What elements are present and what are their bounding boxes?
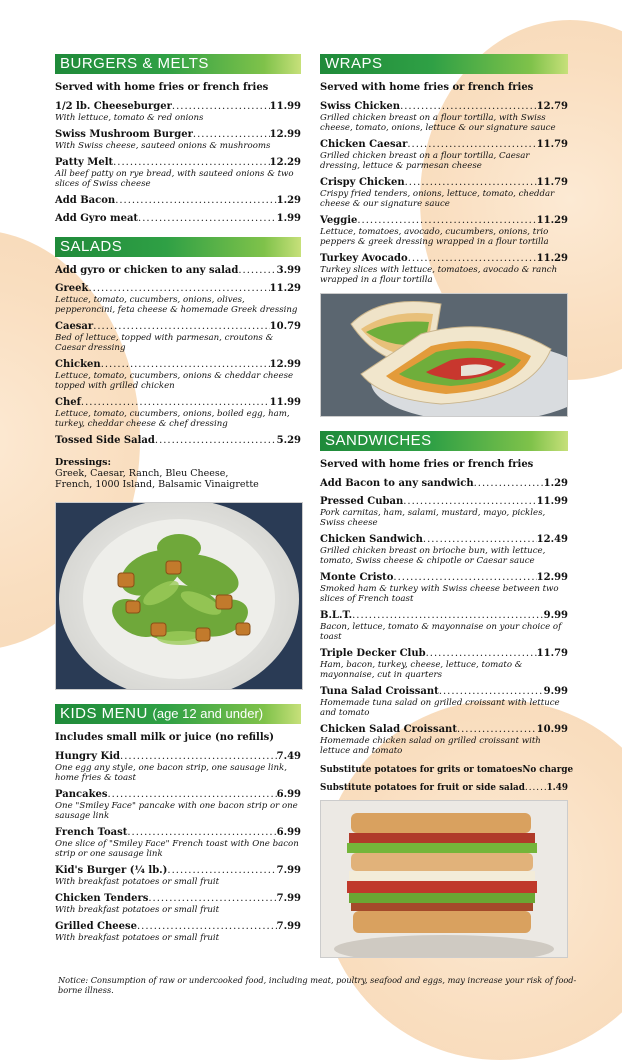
- menu-item: [55, 435, 301, 447]
- menu-item: [320, 648, 568, 680]
- menu-item-name: Chicken: [55, 359, 101, 370]
- menu-item: [320, 724, 568, 756]
- menu-item-row: [55, 359, 301, 371]
- dot-leader: [474, 478, 544, 490]
- salads-list: [55, 265, 301, 447]
- menu-item-name: Swiss Chicken: [320, 101, 401, 112]
- menu-item-description: With lettuce, tomato & red onions: [55, 113, 204, 123]
- menu-item-name: Caesar: [55, 321, 94, 332]
- kids-menu-header: [55, 704, 301, 724]
- menu-item-price: 12.79: [536, 101, 568, 112]
- menu-item-row: [55, 321, 301, 333]
- dot-leader: [93, 321, 269, 333]
- menu-item-price: 12.99: [536, 572, 568, 583]
- menu-item-row: [320, 572, 568, 584]
- menu-item: [55, 893, 301, 915]
- sandwiches-header: SANDWICHES: [320, 431, 568, 451]
- dot-leader: [193, 129, 270, 141]
- menu-item-row: [320, 610, 568, 622]
- menu-item: [55, 921, 301, 943]
- menu-item-row: [320, 496, 568, 508]
- menu-item-row: [55, 101, 301, 113]
- menu-item-name: Chicken Caesar: [320, 139, 408, 150]
- dot-leader: [357, 215, 536, 227]
- menu-item-row: [55, 789, 301, 801]
- menu-item-name: Chicken Salad Croissant: [320, 724, 457, 735]
- menu-item: [55, 397, 301, 429]
- burgers-note: Served with home fries or french fries: [55, 82, 269, 93]
- dot-leader: [137, 921, 277, 933]
- menu-item-price: 11.79: [536, 648, 568, 659]
- menu-item-price: 12.99: [269, 359, 301, 370]
- menu-item-price: 1.29: [543, 478, 568, 489]
- menu-item: [55, 321, 301, 353]
- dot-leader: [426, 648, 537, 660]
- menu-item-name: Add Bacon to any sandwich: [320, 478, 474, 489]
- menu-item-name: Tossed Side Salad: [55, 435, 155, 446]
- menu-item-row: [55, 129, 301, 141]
- menu-item-row: [320, 478, 568, 490]
- menu-item: [55, 359, 301, 391]
- food-safety-notice: Notice: Consumption of raw or undercooked food, including meat, poultry, seafood and eggs, may increase your risk of food-borne illness.: [58, 975, 577, 995]
- burgers-header: BURGERS & MELTS: [55, 54, 301, 74]
- substitute-fruit-row: Substitute potatoes for fruit or side salad ..... 1.49: [320, 782, 568, 794]
- menu-item: [320, 478, 568, 490]
- menu-item-description: Bed of lettuce, topped with parmesan, croutons & Caesar dressing: [55, 333, 274, 353]
- menu-item: [55, 213, 301, 225]
- dressings-line-1: Greek, Caesar, Ranch, Bleu Cheese,: [55, 468, 229, 479]
- menu-item-description: One "Smiley Face" pancake with one bacon strip or one sausage link: [55, 801, 298, 821]
- dot-leader: [167, 865, 276, 877]
- menu-item-description: Crispy fried tenders, onions, lettuce, tomato, cheddar cheese & our signature sauce: [320, 189, 555, 209]
- menu-item-name: Add Bacon: [55, 195, 116, 206]
- dot-leader: [439, 686, 544, 698]
- dot-leader: [457, 724, 537, 736]
- menu-item: [320, 215, 568, 247]
- menu-item-price: 11.79: [536, 177, 568, 188]
- salads-header: SALADS: [55, 237, 301, 257]
- dot-leader: [405, 177, 537, 189]
- menu-item-name: Tuna Salad Croissant: [320, 686, 439, 697]
- menu-item: [320, 496, 568, 528]
- menu-item-name: Add Gyro meat: [55, 213, 139, 224]
- dot-leader: [148, 893, 276, 905]
- menu-item-price: 11.29: [536, 253, 568, 264]
- menu-item-price: 7.99: [276, 865, 301, 876]
- menu-item-description: With breakfast potatoes or small fruit: [55, 905, 220, 915]
- dot-leader: [88, 283, 269, 295]
- menu-item-description: Grilled chicken breast on brioche bun, with lettuce, tomato, Swiss cheese & chipotle or Caesar sauce: [320, 546, 546, 566]
- menu-item: [55, 129, 301, 151]
- menu-item-name: Pancakes: [55, 789, 108, 800]
- menu-item: [55, 751, 301, 783]
- menu-item: [55, 865, 301, 887]
- menu-item-price: 3.99: [276, 265, 301, 276]
- sandwiches-note: Served with home fries or french fries: [320, 459, 534, 470]
- menu-item-row: [55, 195, 301, 207]
- dot-leader: [238, 265, 276, 277]
- substitute-grits-row: Substitute potatoes for grits or tomatoes No charge: [320, 765, 574, 775]
- menu-item-name: Pressed Cuban: [320, 496, 404, 507]
- menu-item: [55, 283, 301, 315]
- dressings-label: Dressings:: [55, 457, 111, 468]
- menu-item-description: Lettuce, tomato, cucumbers, onions & cheddar cheese topped with grilled chicken: [55, 371, 294, 391]
- menu-item-name: Grilled Cheese: [55, 921, 137, 932]
- menu-item-price: 9.99: [543, 610, 568, 621]
- dressings-line-2: French, 1000 Island, Balsamic Vinaigrette: [55, 479, 259, 490]
- menu-item-name: Chicken Sandwich: [320, 534, 423, 545]
- menu-item-description: All beef patty on rye bread, with sauteed onions & two slices of Swiss cheese: [55, 169, 294, 189]
- dot-leader: [172, 101, 270, 113]
- menu-item-price: 11.29: [269, 283, 301, 294]
- menu-item-row: [320, 139, 568, 151]
- menu-item-row: [55, 827, 301, 839]
- menu-item: [55, 789, 301, 821]
- menu-item-row: [55, 157, 301, 169]
- menu-item-price: 12.29: [269, 157, 301, 168]
- menu-item: [320, 177, 568, 209]
- menu-item-row: [320, 177, 568, 189]
- menu-item-price: 11.29: [536, 215, 568, 226]
- menu-item-row: [55, 751, 301, 763]
- menu-item-row: [55, 397, 301, 409]
- menu-item-row: [320, 648, 568, 660]
- menu-item: [320, 101, 568, 133]
- wraps-list: [320, 101, 568, 285]
- menu-item-description: Grilled chicken breast on a flour tortilla, with Swiss cheese, tomato, onions, lettuce & our signature sauce: [320, 113, 556, 133]
- menu-item-price: 1.99: [276, 213, 301, 224]
- menu-item-description: Lettuce, tomatoes, avocado, cucumbers, onions, trio peppers & greek dressing wrapped in a flour tortilla: [320, 227, 549, 247]
- menu-item-row: [55, 435, 301, 447]
- menu-item: [320, 572, 568, 604]
- menu-item-description: Homemade chicken salad on grilled croissant with lettuce and tomato: [320, 736, 541, 756]
- menu-item-price: 9.99: [543, 686, 568, 697]
- menu-item-description: Homemade tuna salad on grilled croissant with lettuce and tomato: [320, 698, 560, 718]
- menu-item-description: Ham, bacon, turkey, cheese, lettuce, tomato & mayonnaise, cut in quarters: [320, 660, 523, 680]
- dot-leader: [423, 534, 537, 546]
- wraps-header: WRAPS: [320, 54, 568, 74]
- menu-item: [320, 253, 568, 285]
- dot-leader: [127, 827, 276, 839]
- menu-item-name: Kid's Burger (¼ lb.): [55, 865, 168, 876]
- menu-item-description: With breakfast potatoes or small fruit: [55, 933, 220, 943]
- menu-item-name: French Toast: [55, 827, 128, 838]
- menu-item: [320, 534, 568, 566]
- menu-item: [320, 610, 568, 642]
- menu-item-name: Monte Cristo: [320, 572, 394, 583]
- menu-item-name: Hungry Kid: [55, 751, 121, 762]
- menu-item-row: [55, 921, 301, 933]
- right-column: [320, 54, 574, 958]
- wrap-photo: [320, 293, 568, 417]
- menu-item-description: Lettuce, tomato, cucumbers, onions, olives, pepperoncini, feta cheese & homemade Greek dressing: [55, 295, 298, 315]
- menu-item-row: [320, 534, 568, 546]
- menu-item-name: 1/2 lb. Cheeseburger: [55, 101, 172, 112]
- menu-item: [55, 265, 301, 277]
- menu-item-description: Pork carnitas, ham, salami, mustard, mayo, pickles, Swiss cheese: [320, 508, 546, 528]
- kids-menu-subtitle: (age 12 and under): [152, 706, 264, 721]
- dot-leader: [108, 789, 277, 801]
- dot-leader: [352, 610, 544, 622]
- menu-item: [55, 195, 301, 207]
- menu-item-name: Add gyro or chicken to any salad: [55, 265, 239, 276]
- dot-leader: [407, 139, 536, 151]
- dot-leader: [113, 157, 270, 169]
- menu-item-price: 12.49: [536, 534, 568, 545]
- dot-leader: [120, 751, 277, 763]
- menu-item-description: Turkey slices with lettuce, tomatoes, avocado & ranch wrapped in a flour tortilla: [320, 265, 558, 285]
- kids-note: Includes small milk or juice (no refills): [55, 732, 274, 743]
- menu-item-description: With breakfast potatoes or small fruit: [55, 877, 220, 887]
- dot-leader: [138, 213, 277, 225]
- menu-item-price: 5.29: [276, 435, 301, 446]
- menu-item: [55, 827, 301, 859]
- menu-item-price: 10.79: [269, 321, 301, 332]
- menu-item-row: [55, 865, 301, 877]
- menu-item-price: 11.99: [536, 496, 568, 507]
- menu-item-name: B.L.T.: [320, 610, 353, 621]
- menu-item-name: Veggie: [320, 215, 358, 226]
- dot-leader: [155, 435, 277, 447]
- menu-item-row: [55, 265, 301, 277]
- dot-leader: [403, 496, 536, 508]
- menu-item-row: [55, 283, 301, 295]
- menu-item-name: Crispy Chicken: [320, 177, 405, 188]
- menu-item-description: Smoked ham & turkey with Swiss cheese between two slices of French toast: [320, 584, 559, 604]
- menu-item-row: [320, 724, 568, 736]
- menu-item-row: [320, 101, 568, 113]
- menu-item-row: [55, 893, 301, 905]
- menu-item-description: Lettuce, tomato, cucumbers, onions, boiled egg, ham, turkey, cheddar cheese & chef dressing: [55, 409, 290, 429]
- dot-leader: [101, 359, 270, 371]
- menu-item-name: Triple Decker Club: [320, 648, 426, 659]
- kids-list: [55, 751, 301, 943]
- menu-item-price: 1.29: [276, 195, 301, 206]
- menu-item-price: 6.99: [276, 789, 301, 800]
- menu-item-price: 11.79: [536, 139, 568, 150]
- menu-item-description: One slice of "Smiley Face" French toast with One bacon strip or one sausage link: [55, 839, 299, 859]
- menu-item-name: Chicken Tenders: [55, 893, 149, 904]
- menu-item-row: [55, 213, 301, 225]
- dot-leader: [115, 195, 276, 207]
- menu-item-name: Swiss Mushroom Burger: [55, 129, 193, 140]
- menu-item: [320, 139, 568, 171]
- menu-item-name: Greek: [55, 283, 89, 294]
- dot-leader: [408, 253, 537, 265]
- left-column: [55, 54, 301, 949]
- menu-item-price: 12.99: [269, 129, 301, 140]
- menu-item-name: Patty Melt: [55, 157, 114, 168]
- menu-item-price: 7.99: [276, 921, 301, 932]
- kids-menu-title: KIDS MENU: [60, 705, 148, 722]
- menu-item-description: Bacon, lettuce, tomato & mayonnaise on your choice of toast: [320, 622, 562, 642]
- menu-item-price: 6.99: [276, 827, 301, 838]
- menu-item: [55, 157, 301, 189]
- sandwiches-list: [320, 478, 568, 756]
- menu-item: [55, 101, 301, 123]
- menu-item-price: 11.99: [269, 397, 301, 408]
- menu-item: [320, 686, 568, 718]
- club-sandwich-photo: [320, 800, 568, 958]
- wraps-note: Served with home fries or french fries: [320, 82, 534, 93]
- dot-leader: [393, 572, 536, 584]
- menu-item-row: [320, 215, 568, 227]
- menu-item-description: One egg any style, one bacon strip, one sausage link, home fries & toast: [55, 763, 287, 783]
- menu-item-description: With Swiss cheese, sauteed onions & mushrooms: [55, 141, 271, 151]
- menu-item-name: Chef: [55, 397, 81, 408]
- menu-item-price: 7.49: [276, 751, 301, 762]
- menu-item-name: Turkey Avocado: [320, 253, 408, 264]
- dot-leader: [81, 397, 270, 409]
- menu-item-price: 7.99: [276, 893, 301, 904]
- burgers-list: [55, 101, 301, 225]
- menu-item-price: 10.99: [536, 724, 568, 735]
- menu-item-row: [320, 686, 568, 698]
- dot-leader: [400, 101, 537, 113]
- caesar-salad-photo: [55, 502, 303, 690]
- menu-item-price: 11.99: [269, 101, 301, 112]
- menu-item-row: [320, 253, 568, 265]
- menu-item-description: Grilled chicken breast on a flour tortilla, Caesar dressing, lettuce & parmesan cheese: [320, 151, 530, 171]
